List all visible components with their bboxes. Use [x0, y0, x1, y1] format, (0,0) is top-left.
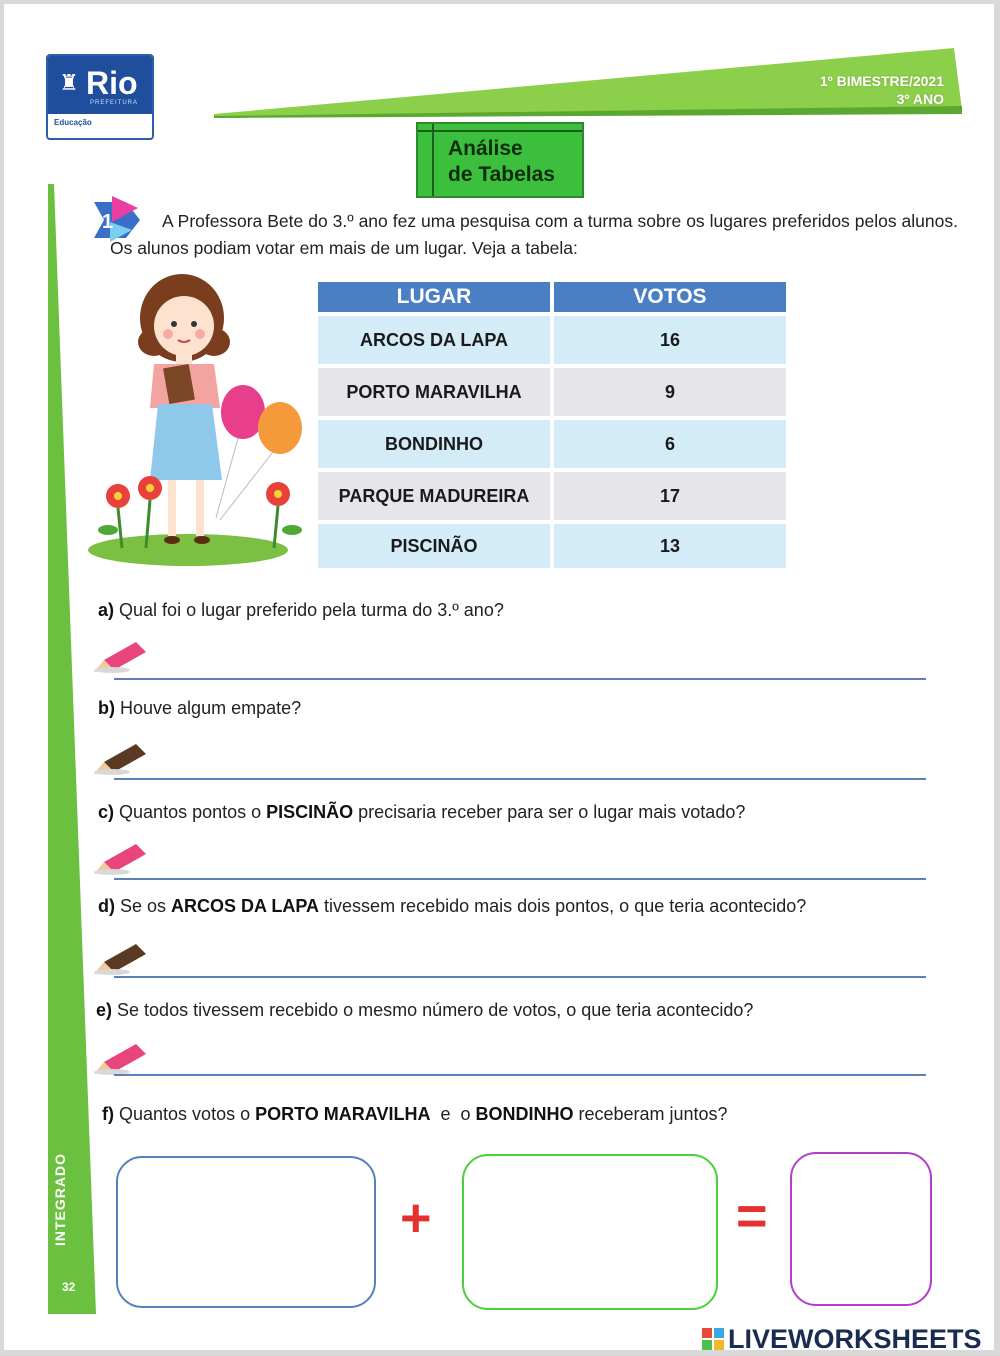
answer-box-bondinho[interactable] [462, 1154, 718, 1310]
question-f [102, 1102, 728, 1126]
city-emblem-icon: ♜ [59, 70, 79, 95]
answer-line-b[interactable] [114, 778, 926, 780]
cell-votos: 6 [554, 420, 786, 468]
pencil-icon [90, 840, 150, 876]
table-row [318, 420, 786, 468]
bimestre-label [820, 72, 944, 108]
cell-votos: 13 [554, 524, 786, 568]
question-f-text-post: receberam juntos? [573, 1104, 728, 1124]
question-d [98, 894, 806, 918]
header-votos: VOTOS [554, 282, 786, 312]
question-a-letter: a) [98, 600, 115, 620]
page-title [448, 136, 578, 188]
question-e [96, 998, 753, 1022]
answer-box-total[interactable] [790, 1152, 932, 1306]
cell-lugar: PARQUE MADUREIRA [318, 472, 550, 520]
question-f-bold1: PORTO MARAVILHA [255, 1104, 431, 1124]
question-c-text-post: precisaria receber para ser o lugar mais votado? [353, 802, 746, 822]
title-line2: de Tabelas [448, 163, 555, 186]
equals-sign: = [736, 1186, 768, 1246]
question-f-text-pre: Quantos votos o [119, 1104, 256, 1124]
question-d-text-post: tivessem recebido mais dois pontos, o que teria acontecido? [319, 896, 807, 916]
table-header-row [318, 282, 786, 312]
teacher-illustration [88, 268, 308, 570]
cell-lugar: PORTO MARAVILHA [318, 368, 550, 416]
question-e-text: Se todos tivessem recebido o mesmo número de votos, o que teria acontecido? [117, 1000, 754, 1020]
question-a [98, 598, 504, 622]
header-lugar: LUGAR [318, 282, 550, 312]
title-box [416, 122, 584, 198]
votes-table [314, 278, 790, 572]
table-row [318, 316, 786, 364]
title-line1: Análise [448, 137, 523, 160]
table-row [318, 368, 786, 416]
question-e-letter: e) [96, 1000, 113, 1020]
cell-lugar: BONDINHO [318, 420, 550, 468]
answer-line-e[interactable] [114, 1074, 926, 1076]
answer-box-porto-maravilha[interactable] [116, 1156, 376, 1308]
exercise-number: 1 [102, 211, 114, 233]
watermark-text: LIVEWORKSHEETS [728, 1324, 982, 1354]
question-c-bold: PISCINÃO [266, 802, 354, 822]
cell-lugar: PISCINÃO [318, 524, 550, 568]
question-a-text: Qual foi o lugar preferido pela turma do 3.º ano? [119, 600, 504, 620]
question-b-text: Houve algum empate? [120, 698, 302, 718]
pencil-icon [90, 1040, 150, 1076]
pencil-icon [90, 940, 150, 976]
page-number: 32 [62, 1280, 76, 1294]
logo-text: Rio [86, 65, 138, 101]
answer-line-a[interactable] [114, 678, 926, 680]
cell-votos: 9 [554, 368, 786, 416]
answer-line-d[interactable] [114, 976, 926, 978]
question-c-text-pre: Quantos pontos o [119, 802, 267, 822]
question-c-letter: c) [98, 802, 115, 822]
worksheet-page [4, 4, 994, 1354]
table-row [318, 472, 786, 520]
liveworksheets-watermark [702, 1324, 982, 1355]
plus-sign: + [400, 1188, 432, 1248]
intro-text: A Professora Bete do 3.º ano fez uma pesquisa com a turma sobre os lugares preferidos pelos alunos. Os alunos podiam votar em mais de um lugar. Veja a tabela: [110, 211, 958, 258]
question-d-text-pre: Se os [120, 896, 172, 916]
cell-lugar: ARCOS DA LAPA [318, 316, 550, 364]
table-row [318, 524, 786, 568]
answer-line-c[interactable] [114, 878, 926, 880]
liveworksheets-logo-icon [702, 1328, 724, 1350]
question-d-bold: ARCOS DA LAPA [171, 896, 320, 916]
logo-subtext: PREFEITURA [90, 100, 139, 106]
question-b-letter: b) [98, 698, 115, 718]
pencil-icon [90, 740, 150, 776]
pencil-icon [90, 638, 150, 674]
question-b [98, 696, 301, 720]
bimestre-line2: 3º ANO [896, 91, 944, 107]
sidebar-label: INTEGRADO [52, 1153, 68, 1247]
bimestre-line1: 1º BIMESTRE/2021 [819, 73, 944, 89]
question-f-text-mid: e o [430, 1104, 476, 1124]
question-f-letter: f) [102, 1104, 114, 1124]
cell-votos: 17 [554, 472, 786, 520]
cell-votos: 16 [554, 316, 786, 364]
question-c [98, 800, 745, 824]
question-d-letter: d) [98, 896, 115, 916]
question-f-bold2: BONDINHO [475, 1104, 574, 1124]
logo-department: Educação [54, 118, 92, 127]
prefeitura-rio-logo [46, 54, 154, 140]
